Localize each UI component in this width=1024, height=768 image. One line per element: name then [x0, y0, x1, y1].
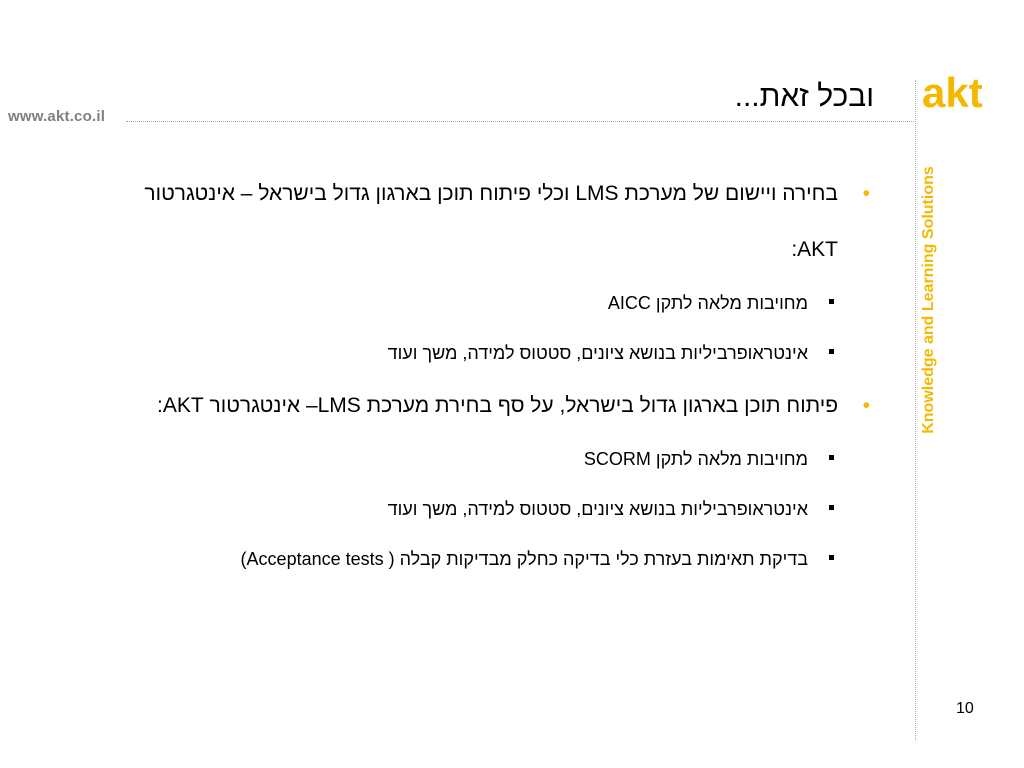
website-url: www.akt.co.il [8, 108, 106, 125]
bullet-item-1 [100, 166, 870, 278]
square-bullet-icon [829, 555, 834, 560]
square-bullet-icon [829, 349, 834, 354]
square-bullet-icon [829, 505, 834, 510]
tagline-text: Knowledge and Learning Solutions [920, 166, 937, 434]
slide-body [100, 166, 870, 584]
sub-bullet-text: בדיקת תאימות בעזרת כלי בדיקה כחלק מבדיקות קבלה ( Acceptance tests) [240, 549, 808, 569]
square-bullet-icon [829, 455, 834, 460]
sub-bullet-text: מחויבות מלאה לתקן SCORM [583, 449, 808, 469]
sub-bullet-item [100, 534, 870, 584]
sub-bullet-text: אינטראופרביליות בנושא ציונים, סטטוס למידה, משך ועוד [387, 343, 808, 363]
page-number: 10 [956, 700, 974, 717]
square-bullet-icon [829, 299, 834, 304]
akt-logo: akt [922, 69, 983, 116]
sub-bullet-text: אינטראופרביליות בנושא ציונים, סטטוס למידה, משך ועוד [387, 499, 808, 519]
bullet-dot-icon: • [862, 394, 870, 417]
sub-bullet-item [100, 434, 870, 484]
sub-bullet-text: מחויבות מלאה לתקן AICC [607, 293, 808, 313]
sub-bullet-item [100, 278, 870, 328]
bullet-text: בחירה ויישום של מערכת LMS וכלי פיתוח תוכן בארגון גדול בישראל – אינטגרטור AKT: [144, 182, 838, 261]
sub-bullet-item [100, 484, 870, 534]
bullet-text: פיתוח תוכן בארגון גדול בישראל, על סף בחירת מערכת LMS– אינטגרטור AKT: [157, 394, 838, 417]
slide-title: ובכל זאת... [734, 80, 874, 113]
bullet-item-2 [100, 378, 870, 434]
header-divider [126, 121, 916, 122]
bullet-dot-icon: • [862, 182, 870, 205]
side-divider [915, 80, 916, 740]
sub-bullet-item [100, 328, 870, 378]
